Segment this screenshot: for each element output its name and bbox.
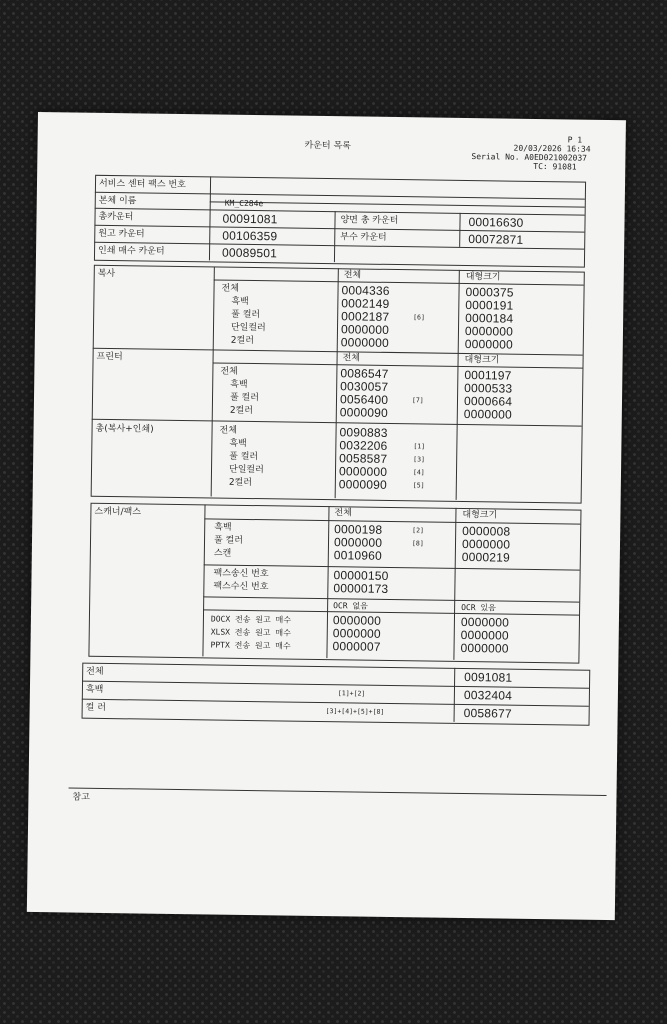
copy-row-total: 0004336 xyxy=(341,283,390,298)
original-counter-value: 00106359 xyxy=(222,228,278,244)
printer-col-total: 전체 xyxy=(342,353,361,364)
original-counter-label: 원고 카운터 xyxy=(98,228,145,240)
printer-row-large: 0001197 xyxy=(464,367,512,383)
counter-list-page xyxy=(27,112,626,920)
copy-row-large: 0000375 xyxy=(465,284,514,300)
print-sheets-value: 00089501 xyxy=(221,245,278,261)
ocr-row-yes: 0000000 xyxy=(460,614,510,630)
duplex-counter-value: 00016630 xyxy=(468,215,524,230)
printer-row-label: 2컬러 xyxy=(229,405,254,417)
printer-row-note: [7] xyxy=(411,396,424,405)
combined-row-label: 흑백 xyxy=(229,438,247,449)
copy-row-total: 0000000 xyxy=(340,335,390,350)
fax-row-total: 00000173 xyxy=(333,581,389,596)
scanfax-col-large: 대형크기 xyxy=(462,509,498,521)
summary-color-formula: [3]+[4]+[5]+[8] xyxy=(325,707,385,716)
serial-number: Serial No. A0ED021002037 xyxy=(471,152,588,163)
scanfax-row-total: 0000198 xyxy=(334,522,383,537)
printer-row-total: 0086547 xyxy=(340,366,389,381)
copies-counter-label: 부수 카운터 xyxy=(340,232,387,243)
printer-row-large: 0000664 xyxy=(463,393,513,409)
total-counter-label: 총카운터 xyxy=(98,211,134,223)
scanfax-col-total: 전체 xyxy=(334,508,352,519)
combined-section-label: 총(복사+인쇄) xyxy=(95,423,154,435)
combined-row-total: 0000090 xyxy=(338,477,388,492)
copy-row-note: [6] xyxy=(413,313,425,322)
copy-row-total: 0002187 xyxy=(341,309,390,324)
copy-row-large: 0000191 xyxy=(465,297,514,313)
combined-row-label: 전체 xyxy=(219,425,238,436)
model-label: 본체 이름 xyxy=(98,195,137,207)
combined-row-note: [4] xyxy=(412,468,425,477)
scanfax-row-total: 0000000 xyxy=(333,535,383,550)
summary-total-value: 0091081 xyxy=(464,670,513,685)
fax-number-label: 서비스 센터 팩스 번호 xyxy=(98,178,186,191)
printer-row-large: 0000000 xyxy=(463,406,513,422)
combined-row-total: 0058587 xyxy=(339,451,388,466)
fax-row-label: 팩스수신 번호 xyxy=(213,581,269,593)
page-number: P 1 xyxy=(567,135,583,145)
scanfax-row-large: 0000000 xyxy=(461,536,511,552)
copy-section-label: 복사 xyxy=(97,268,116,280)
copy-row-total: 0002149 xyxy=(341,296,390,311)
printer-col-large: 대형크기 xyxy=(464,354,500,366)
printer-row-total: 0000090 xyxy=(339,405,389,420)
ocr-row-label: DOCX 전송 원고 매수 xyxy=(210,614,292,625)
copy-row-large: 0000000 xyxy=(464,323,514,339)
scanfax-row-label: 흑백 xyxy=(214,522,232,533)
combined-row-label: 2컬러 xyxy=(228,477,253,489)
printer-row-label: 전체 xyxy=(220,366,238,377)
ocr-row-none: 0000000 xyxy=(332,626,381,641)
printer-row-total: 0030057 xyxy=(340,379,389,394)
ocr-row-label: PPTX 전송 원고 매수 xyxy=(210,640,291,651)
copy-row-large: 0000184 xyxy=(465,310,514,326)
summary-bw-value: 0032404 xyxy=(463,688,513,703)
ocr-yes-header: OCR 있음 xyxy=(461,602,496,613)
scanfax-row-note: [2] xyxy=(412,526,425,535)
duplex-counter-label: 양면 총 카운터 xyxy=(340,215,399,227)
model-value: KM_C284e xyxy=(224,198,264,209)
scanfax-row-large: 0000008 xyxy=(462,523,511,539)
fax-row-total: 00000150 xyxy=(333,568,389,583)
ocr-row-yes: 0000000 xyxy=(460,627,509,643)
scanfax-row-note: [8] xyxy=(411,539,424,548)
fax-row-label: 팩스송신 번호 xyxy=(213,568,269,580)
combined-row-note: [3] xyxy=(413,455,425,464)
copy-row-label: 2컬러 xyxy=(230,335,255,347)
copies-counter-value: 00072871 xyxy=(468,232,524,247)
summary-bw-label: 흑백 xyxy=(85,684,104,695)
combined-row-note: [1] xyxy=(413,442,426,451)
printer-row-label: 풀 컬러 xyxy=(229,392,260,404)
notes-label: 참고 xyxy=(72,792,90,803)
scanfax-row-large: 0000219 xyxy=(461,549,511,565)
ocr-row-none: 0000007 xyxy=(332,639,381,654)
combined-row-note: [5] xyxy=(412,481,425,490)
combined-row-total: 0032206 xyxy=(339,438,388,453)
copy-col-total: 전체 xyxy=(343,270,362,281)
ocr-row-label: XLSX 전송 원고 매수 xyxy=(210,627,291,638)
printer-row-large: 0000533 xyxy=(464,380,513,396)
scanfax-row-label: 풀 컬러 xyxy=(213,535,244,546)
scanfax-row-total: 0010960 xyxy=(333,548,383,563)
ocr-row-none: 0000000 xyxy=(332,613,382,628)
print-datetime: 20/03/2026 16:34 xyxy=(513,143,591,154)
total-counter-value: 00091081 xyxy=(222,211,278,227)
summary-color-label: 컬 러 xyxy=(85,702,107,714)
printer-section-label: 프린터 xyxy=(96,351,123,363)
print-sheets-label: 인쇄 매수 카운터 xyxy=(97,245,165,257)
combined-row-label: 풀 컬러 xyxy=(229,451,259,463)
copy-col-large: 대형크기 xyxy=(465,271,501,283)
tc-counter: TC: 91081 xyxy=(533,161,577,172)
copy-row-label: 풀 컬러 xyxy=(231,309,261,321)
combined-row-label: 단일컬러 xyxy=(228,464,264,476)
scanfax-row-label: 스캔 xyxy=(213,548,232,559)
copy-row-label: 전체 xyxy=(221,283,240,294)
summary-color-value: 0058677 xyxy=(463,706,512,721)
notes-divider xyxy=(69,787,607,796)
summary-total-label: 전체 xyxy=(86,666,104,677)
combined-row-total: 0000000 xyxy=(338,464,388,479)
combined-row-total: 0090883 xyxy=(339,425,388,440)
page-title: 카운터 목록 xyxy=(304,140,351,152)
copy-row-label: 단일컬러 xyxy=(230,322,266,334)
copy-row-large: 0000000 xyxy=(464,336,514,352)
summary-bw-formula: [1]+[2] xyxy=(337,689,366,698)
printer-row-total: 0056400 xyxy=(339,392,389,407)
copy-row-total: 0000000 xyxy=(340,322,390,337)
ocr-none-header: OCR 없음 xyxy=(333,601,368,611)
printer-row-label: 흑백 xyxy=(230,379,248,390)
copy-row-label: 흑백 xyxy=(231,296,249,307)
scanfax-section-label: 스캐너/팩스 xyxy=(94,506,142,518)
ocr-row-yes: 0000000 xyxy=(460,640,509,656)
